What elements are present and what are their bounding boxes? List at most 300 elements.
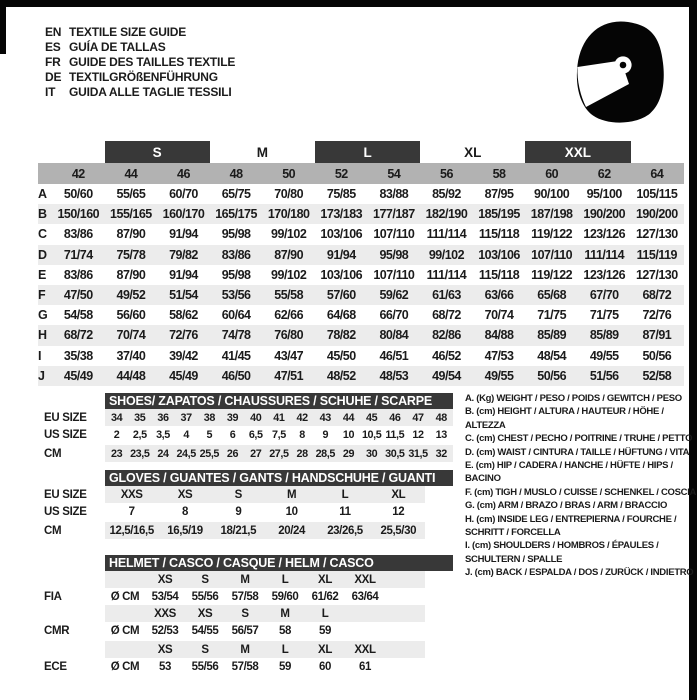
size-value: 18/21,5 — [220, 524, 257, 537]
row-label: CM — [44, 447, 62, 460]
row-cells — [105, 588, 425, 605]
size-number: 54 — [387, 166, 401, 181]
measurement-value: 59/62 — [379, 288, 409, 303]
measurement-value: 83/88 — [379, 187, 409, 202]
size-value: 32 — [435, 447, 447, 460]
measurement-value: 45/49 — [63, 368, 93, 383]
measurement-value: 51/54 — [169, 288, 198, 303]
frame-top-border — [0, 0, 697, 7]
size-value: 12 — [392, 505, 405, 518]
row-label: US SIZE — [44, 505, 87, 518]
measurement-value: 87/95 — [484, 187, 514, 202]
helmet-value: 58 — [279, 624, 291, 637]
measurement-value: 107/110 — [373, 267, 415, 282]
size-value: 6 — [229, 428, 236, 441]
helmet-size: L — [321, 607, 329, 620]
diameter-unit: Ø CM — [110, 624, 140, 637]
row-key: J — [38, 368, 45, 383]
row-cells — [105, 571, 425, 588]
size-value: 43 — [319, 411, 331, 424]
measurement-value: 37/40 — [116, 348, 146, 363]
size-row — [44, 503, 456, 520]
helmet-size: XL — [318, 573, 332, 586]
size-number: 44 — [124, 166, 138, 181]
measurement-value: 91/94 — [169, 267, 198, 282]
frame-right-border — [689, 0, 697, 700]
size-value: 23/26,5 — [327, 524, 363, 537]
measurement-value: 48/52 — [326, 368, 356, 383]
size-value: 30 — [366, 447, 378, 460]
size-value: 42 — [296, 411, 308, 424]
diameter-unit: Ø CM — [110, 590, 140, 603]
measurement-value: 67/70 — [589, 288, 619, 303]
size-number: 58 — [492, 166, 506, 181]
measurement-value: 83/86 — [63, 227, 93, 242]
section-title: SHOES/ ZAPATOS / CHAUSSURES / SCHUHE / SCARPE — [105, 393, 453, 409]
size-value: 13 — [435, 428, 447, 441]
measurement-value: 71/74 — [63, 247, 93, 262]
helmet-size: XXL — [354, 643, 376, 656]
apparel-size-table — [38, 141, 684, 386]
measurement-value: 39/42 — [169, 348, 198, 363]
row-cells — [105, 445, 453, 462]
size-value: 40 — [250, 411, 262, 424]
size-value: 7,5 — [272, 428, 286, 441]
helmet-value: 59 — [279, 660, 291, 673]
legend-item: G. (cm) ARM / BRAZO / BRAS / ARM / BRACCIO — [465, 500, 668, 512]
measurement-value: 44/48 — [116, 368, 146, 383]
language-title: TEXTILE SIZE GUIDE — [69, 24, 187, 39]
size-value: 10 — [285, 505, 298, 518]
measurement-value: 63/66 — [484, 288, 514, 303]
language-code: DE — [45, 69, 62, 84]
language-title: GUÍA DE TALLAS — [69, 39, 166, 54]
measurement-value: 127/130 — [635, 227, 678, 242]
row-key: C — [38, 227, 48, 242]
language-row — [45, 39, 235, 54]
measurement-value: 155/165 — [110, 207, 152, 222]
row-key: H — [38, 328, 48, 343]
standard-label: CMR — [44, 624, 70, 637]
row-key: D — [38, 247, 48, 262]
measurement-value: 78/82 — [326, 328, 356, 343]
measurement-value: 51/56 — [589, 368, 619, 383]
measurement-value: 170/180 — [267, 207, 310, 222]
measurement-value: 87/91 — [642, 328, 672, 343]
measurement-value: 91/94 — [326, 247, 356, 262]
measurement-value: 74/78 — [221, 328, 251, 343]
language-row — [45, 54, 235, 69]
measurement-value: 85/89 — [589, 328, 619, 343]
size-value: 11 — [339, 505, 351, 518]
measurement-value: 190/200 — [583, 207, 626, 222]
legend — [465, 392, 698, 580]
helmet-size: M — [280, 607, 290, 620]
size-value: XS — [177, 488, 193, 501]
row-key: F — [38, 288, 46, 303]
measurement-value: 50/56 — [537, 368, 567, 383]
row-cells — [105, 426, 453, 443]
measurement-value: 150/160 — [57, 207, 100, 222]
section-title: HELMET / CASCO / CASQUE / HELM / CASCO — [105, 555, 453, 571]
measurement-value: 103/106 — [320, 227, 363, 242]
measurement-row — [38, 346, 684, 366]
measurement-value: 87/90 — [116, 267, 146, 282]
measurement-value: 87/90 — [274, 247, 304, 262]
size-value: 9 — [235, 505, 242, 518]
size-value: 8 — [299, 428, 305, 441]
helmet-value: 53 — [159, 660, 171, 673]
size-value: 24 — [157, 447, 169, 460]
language-code: FR — [45, 54, 61, 69]
measurement-value: 82/86 — [432, 328, 461, 343]
size-number: 42 — [71, 166, 85, 181]
measurement-value: 107/110 — [373, 227, 415, 242]
measurement-value: 58/62 — [169, 308, 198, 323]
helmet-value: 57/58 — [231, 590, 259, 603]
measurement-value: 56/60 — [116, 308, 146, 323]
row-cells — [105, 605, 425, 622]
measurement-value: 47/53 — [484, 348, 514, 363]
row-key: B — [38, 207, 48, 222]
size-band-row — [38, 141, 684, 163]
measurement-value: 70/74 — [484, 308, 514, 323]
size-value: 47 — [412, 411, 424, 424]
measurement-value: 190/200 — [635, 207, 678, 222]
measurement-value: 35/38 — [63, 348, 93, 363]
size-row — [44, 409, 456, 426]
size-value: 6,5 — [248, 428, 263, 441]
measurement-value: 75/78 — [116, 247, 146, 262]
shoes-section — [44, 393, 456, 462]
size-value: L — [341, 488, 349, 501]
measurement-value: 41/45 — [221, 348, 251, 363]
helmet-size: S — [201, 573, 209, 586]
row-cells — [105, 522, 425, 539]
size-value: 20/24 — [278, 524, 306, 537]
measurement-row — [38, 224, 684, 244]
measurement-value: 127/130 — [635, 267, 678, 282]
size-value: XL — [391, 488, 406, 501]
helmet-value: 55/56 — [191, 660, 219, 673]
size-value: 16,5/19 — [167, 524, 203, 537]
size-value: 3,5 — [156, 428, 170, 441]
size-number: 62 — [597, 166, 611, 181]
measurement-value: 95/98 — [221, 227, 251, 242]
measurement-row — [38, 184, 684, 204]
helmet-value: 59/60 — [271, 590, 299, 603]
legend-item: E. (cm) HIP / CADERA / HANCHE / HÜFTE / HIPS / BACINO — [465, 460, 673, 485]
language-row — [45, 69, 235, 84]
measurement-value: 111/114 — [426, 267, 467, 282]
measurement-value: 91/94 — [169, 227, 198, 242]
helmet-size-row — [44, 641, 456, 658]
size-value: 11,5 — [385, 428, 405, 441]
size-value: 48 — [435, 411, 447, 424]
size-number: 52 — [334, 166, 348, 181]
gloves-section — [44, 470, 456, 539]
helmet-size: XS — [197, 607, 213, 620]
measurement-value: 76/80 — [274, 328, 304, 343]
row-label: EU SIZE — [44, 411, 87, 424]
racing-helmet-icon — [573, 20, 665, 123]
measurement-value: 84/88 — [484, 328, 514, 343]
language-code: IT — [45, 84, 56, 99]
helmet-value: 52/53 — [151, 624, 179, 637]
size-value: 27,5 — [269, 447, 289, 460]
section-title-row — [44, 470, 456, 486]
size-band: XXL — [525, 141, 630, 163]
measurement-value: 83/86 — [221, 247, 251, 262]
measurement-value: 57/60 — [326, 288, 356, 303]
measurement-value: 83/86 — [63, 267, 93, 282]
size-value: 10,5 — [361, 428, 382, 441]
language-row — [45, 24, 235, 39]
measurement-value: 95/98 — [221, 267, 251, 282]
helmet-value-row — [44, 658, 456, 675]
measurement-value: 115/118 — [478, 227, 520, 242]
measurement-value: 46/50 — [221, 368, 251, 383]
measurement-value: 60/64 — [221, 308, 251, 323]
size-value: 2 — [113, 428, 120, 441]
measurement-value: 99/102 — [271, 227, 307, 242]
standard-label: FIA — [44, 590, 62, 603]
section-title-row — [44, 555, 456, 571]
row-label: CM — [44, 524, 62, 537]
size-value: 31,5 — [408, 447, 428, 460]
size-value: 29 — [342, 447, 355, 460]
size-value: 41 — [273, 411, 285, 424]
helmet-value: 61/62 — [311, 590, 339, 603]
helmet-size: M — [240, 573, 250, 586]
standard-label: ECE — [44, 660, 67, 673]
size-value: 5 — [206, 428, 213, 441]
helmet-size: XXS — [154, 607, 176, 620]
row-cells — [105, 409, 453, 426]
size-value: 28 — [296, 447, 308, 460]
language-title: GUIDE DES TAILLES TEXTILE — [69, 54, 236, 69]
size-row — [44, 426, 456, 443]
helmet-value-row — [44, 622, 456, 639]
row-label: EU SIZE — [44, 488, 87, 501]
language-code: ES — [45, 39, 61, 54]
band-spacer — [631, 141, 684, 163]
measurement-value: 105/115 — [636, 187, 678, 202]
measurement-value: 65/75 — [221, 187, 251, 202]
size-band: S — [105, 141, 210, 163]
measurement-value: 49/55 — [484, 368, 514, 383]
language-list — [45, 24, 235, 99]
diameter-unit: Ø CM — [110, 660, 140, 673]
measurement-value: 65/68 — [537, 288, 567, 303]
measurement-value: 72/76 — [642, 308, 672, 323]
measurement-value: 119/122 — [531, 227, 573, 242]
row-key: A — [38, 187, 48, 202]
measurement-value: 53/56 — [221, 288, 251, 303]
measurement-value: 80/84 — [379, 328, 409, 343]
measurement-value: 115/118 — [478, 267, 520, 282]
measurement-row — [38, 285, 684, 305]
measurement-value: 48/54 — [537, 348, 567, 363]
size-value: 23 — [110, 447, 123, 460]
helmet-value: 60 — [319, 660, 331, 673]
size-value: 12,5/16,5 — [109, 524, 154, 537]
size-value: 39 — [226, 411, 239, 424]
measurement-value: 99/102 — [428, 247, 465, 262]
size-number-row — [38, 163, 684, 184]
section-title: GLOVES / GUANTES / GANTS / HANDSCHUHE / GUANTI — [105, 470, 453, 486]
measurement-value: 95/98 — [379, 247, 409, 262]
helmet-value: 63/64 — [351, 590, 379, 603]
helmet-section — [44, 555, 456, 675]
measurement-value: 61/63 — [432, 288, 461, 303]
size-value: 9 — [322, 428, 329, 441]
measurement-value: 47/51 — [274, 368, 304, 383]
measurement-value: 119/122 — [531, 267, 573, 282]
measurement-row — [38, 305, 684, 325]
measurement-value: 62/66 — [274, 308, 304, 323]
size-value: 45 — [366, 411, 378, 424]
size-value: 4 — [183, 428, 189, 441]
helmet-value: 61 — [359, 660, 371, 673]
size-value: 12 — [412, 428, 424, 441]
measurement-row — [38, 366, 684, 386]
measurement-value: 123/126 — [583, 267, 626, 282]
measurement-value: 45/50 — [326, 348, 356, 363]
measurement-value: 173/183 — [320, 207, 363, 222]
measurement-row — [38, 245, 684, 265]
measurement-value: 71/75 — [537, 308, 567, 323]
measurement-value: 68/72 — [432, 308, 461, 323]
helmet-value: 59 — [319, 624, 331, 637]
measurement-value: 79/82 — [169, 247, 198, 262]
helmet-value: 53/54 — [151, 590, 179, 603]
legend-item: I. (cm) SHOULDERS / HOMBROS / ÉPAULES / SCHULTERN / SPALLE — [465, 540, 659, 565]
size-number: 50 — [282, 166, 296, 181]
size-row — [44, 486, 456, 503]
size-value: 8 — [181, 505, 188, 518]
measurement-value: 103/106 — [320, 267, 363, 282]
measurement-value: 123/126 — [583, 227, 626, 242]
language-code: EN — [45, 24, 62, 39]
size-value: 25,5/30 — [380, 524, 417, 537]
measurement-value: 45/49 — [169, 368, 198, 383]
size-value: S — [234, 488, 242, 501]
measurement-value: 75/85 — [326, 187, 356, 202]
size-value: 44 — [342, 411, 355, 424]
measurement-value: 85/92 — [432, 187, 461, 202]
size-value: 10 — [342, 428, 355, 441]
measurement-value: 87/90 — [116, 227, 146, 242]
measurement-value: 46/51 — [379, 348, 409, 363]
legend-item: A. (Kg) WEIGHT / PESO / POIDS / GEWITCH / PESO — [465, 393, 682, 404]
measurement-value: 50/56 — [642, 348, 672, 363]
measurement-value: 50/60 — [63, 187, 93, 202]
measurement-value: 54/58 — [63, 308, 93, 323]
measurement-value: 52/58 — [642, 368, 672, 383]
measurement-value: 68/72 — [63, 328, 93, 343]
size-value: 37 — [180, 411, 192, 424]
section-title-row — [44, 393, 456, 409]
measurement-value: 47/50 — [63, 288, 93, 303]
size-value: 26 — [226, 447, 239, 460]
measurement-value: 103/106 — [478, 247, 520, 262]
helmet-value: 55/56 — [191, 590, 219, 603]
measurement-value: 111/114 — [584, 247, 625, 262]
legend-item: C. (cm) CHEST / PECHO / POITRINE / TRUHE / PETTO — [465, 433, 693, 445]
measurement-value: 43/47 — [274, 348, 304, 363]
helmet-value: 57/58 — [231, 660, 259, 673]
helmet-size: XL — [318, 643, 332, 656]
row-cells — [105, 641, 425, 658]
legend-item: H. (cm) INSIDE LEG / ENTREPIERNA / FOURCHE / SCHRITT / FORCELLA — [465, 513, 677, 539]
lower-tables — [44, 393, 456, 675]
size-number: 64 — [650, 166, 664, 181]
size-value: 24,5 — [176, 447, 196, 460]
size-value: 28,5 — [315, 447, 335, 460]
size-value: XXS — [120, 488, 143, 501]
language-row — [45, 84, 235, 99]
measurement-value: 177/187 — [373, 207, 415, 222]
helmet-size: S — [241, 607, 249, 620]
size-row — [44, 445, 456, 462]
size-value: 46 — [389, 411, 401, 424]
size-value: 36 — [157, 411, 169, 424]
measurement-value: 185/195 — [478, 207, 520, 222]
measurement-value: 165/175 — [215, 207, 257, 222]
size-number: 48 — [229, 166, 243, 181]
size-value: 35 — [134, 411, 146, 424]
size-value: M — [287, 488, 297, 501]
size-value: 2,5 — [132, 428, 147, 441]
row-cells — [105, 486, 425, 503]
measurement-value: 187/198 — [530, 207, 573, 222]
helmet-size: XXL — [354, 573, 376, 586]
legend-item: F. (cm) TIGH / MUSLO / CUISSE / SCHENKEL / COSCIA — [465, 486, 697, 498]
helmet-size: S — [201, 643, 209, 656]
measurement-value: 182/190 — [425, 207, 468, 222]
helmet-size: L — [281, 573, 289, 586]
helmet-size: L — [281, 643, 289, 656]
size-value: 34 — [110, 411, 123, 424]
size-number: 60 — [545, 166, 559, 181]
size-band: L — [315, 141, 420, 163]
measurement-value: 49/55 — [589, 348, 619, 363]
measurement-value: 55/58 — [274, 288, 304, 303]
band-spacer — [38, 141, 105, 163]
measurement-value: 95/100 — [586, 187, 622, 202]
measurement-value: 70/80 — [274, 187, 304, 202]
size-value: 7 — [128, 505, 135, 518]
row-key: I — [38, 348, 42, 363]
row-cells — [105, 622, 425, 639]
row-cells — [105, 658, 425, 675]
measurement-value: 68/72 — [642, 288, 672, 303]
measurement-value: 90/100 — [534, 187, 570, 202]
size-value: 27 — [250, 447, 262, 460]
row-cells — [105, 503, 425, 520]
helmet-size-row — [44, 605, 456, 622]
measurement-value: 71/75 — [589, 308, 619, 323]
measurement-value: 46/52 — [432, 348, 461, 363]
row-key: G — [38, 308, 48, 323]
measurement-value: 111/114 — [426, 227, 467, 242]
measurement-value: 107/110 — [531, 247, 573, 262]
legend-item: D. (cm) WAIST / CINTURA / TAILLE / HÜFTUNG / VITA — [465, 446, 690, 458]
helmet-value: 56/57 — [231, 624, 259, 637]
measurement-value: 70/74 — [116, 328, 146, 343]
measurement-value: 115/119 — [636, 247, 677, 262]
